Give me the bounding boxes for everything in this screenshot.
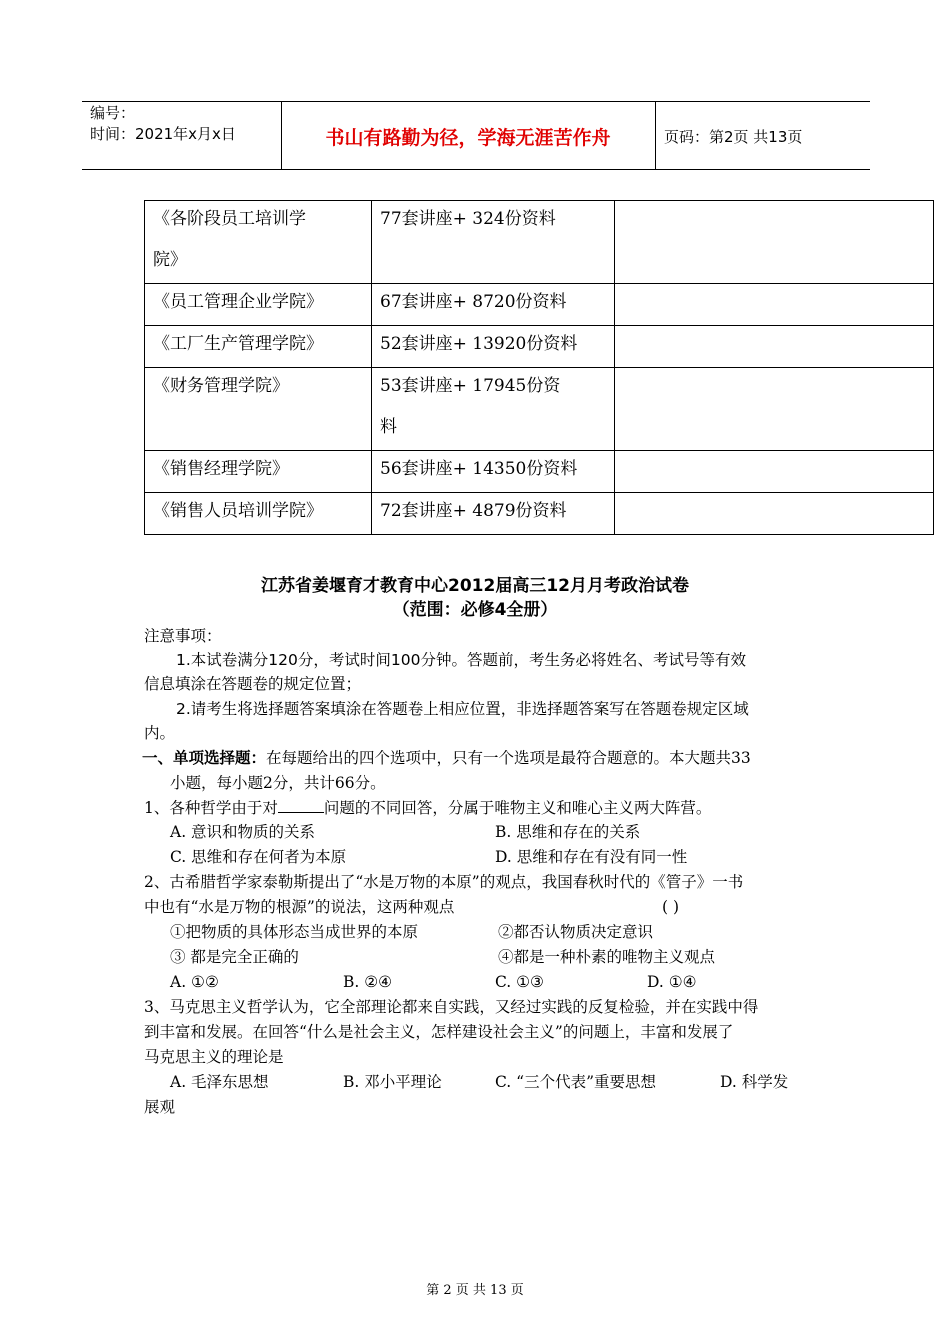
notice-heading: 注意事项： <box>144 627 222 645</box>
notice-2-line1: 2.请考生将选择题答案填涂在答题卷上相应位置，非选择题答案写在答题卷规定区域 <box>176 700 749 718</box>
header-motto: 书山有路勤为径，学海无涯苦作舟 <box>325 126 611 149</box>
cell-text: 56套讲座+ 14350份资料 <box>380 459 578 479</box>
q1-stem-after: 问题的不同回答，分属于唯物主义和唯心主义两大阵营。 <box>323 799 712 817</box>
section-line1 <box>142 746 751 770</box>
cell-text: 72套讲座+ 4879份资料 <box>380 501 567 521</box>
q3-option-b: B. 邓小平理论 <box>343 1073 442 1091</box>
q3-option-c: C. “三个代表”重要思想 <box>495 1073 657 1091</box>
header-date-label: 时间：2021年x月x日 <box>90 125 236 143</box>
q2-item-1: ①把物质的具体形态当成世界的本原 <box>170 923 419 941</box>
cell-text: 《员工管理企业学院》 <box>153 292 323 312</box>
table-row <box>145 326 934 368</box>
notice-1-line1: 1.本试卷满分120分，考试时间100分钟。答题前，考生务必将姓名、考试号等有效 <box>176 651 746 669</box>
q3-option-d: D. 科学发 <box>720 1073 789 1091</box>
table-row <box>145 368 934 451</box>
q1-option-a: A. 意识和物质的关系 <box>170 823 316 841</box>
table-cell-name <box>145 326 372 368</box>
table-cell-empty <box>615 201 934 284</box>
q2-item-3: ③ 都是完全正确的 <box>170 948 299 966</box>
header-page-label: 页码：第2页 共13页 <box>664 127 803 146</box>
table-cell-content <box>372 493 615 535</box>
q2-answer-paren: ( ) <box>662 898 680 916</box>
q3-stem-line1: 3、马克思主义哲学认为，它全部理论都来自实践，又经过实践的反复检验，并在实践中得 <box>144 998 759 1016</box>
table-cell-content <box>372 451 615 493</box>
table-cell-name <box>145 368 372 451</box>
table-cell-name <box>145 493 372 535</box>
table-row <box>145 284 934 326</box>
section-desc-line2: 小题，每小题2分，共计66分。 <box>170 774 386 792</box>
cell-text: 52套讲座+ 13920份资料 <box>380 334 578 354</box>
q1-stem-before: 1、各种哲学由于对 <box>144 799 278 817</box>
q2-option-a: A. ①② <box>170 973 219 991</box>
q1-option-c: C. 思维和存在何者为本原 <box>170 848 347 866</box>
cell-text: 《财务管理学院》 <box>153 376 289 396</box>
table-cell-name <box>145 284 372 326</box>
cell-text: 《销售经理学院》 <box>153 459 289 479</box>
q3-option-d-cont: 展观 <box>144 1098 176 1116</box>
table-cell-content <box>372 201 615 284</box>
cell-text: 《工厂生产管理学院》 <box>153 334 323 354</box>
cell-text: 《销售人员培训学院》 <box>153 501 323 521</box>
table-cell-empty <box>615 284 934 326</box>
page-footer: 第 2 页 共 13 页 <box>426 1283 524 1298</box>
header-divider-right <box>655 101 656 169</box>
section-desc: 在每题给出的四个选项中，只有一个选项是最符合题意的。本大题共33 <box>266 749 751 767</box>
table-cell-empty <box>615 451 934 493</box>
header-top-rule <box>82 101 870 102</box>
cell-text: 《各阶段员工培训学 <box>153 209 306 229</box>
question-1-stem <box>144 796 711 820</box>
notice-2-line2: 内。 <box>144 724 176 742</box>
table-row <box>145 451 934 493</box>
header-bottom-rule <box>82 169 870 170</box>
table-cell-empty <box>615 326 934 368</box>
q3-option-a: A. 毛泽东思想 <box>170 1073 269 1091</box>
notice-1-line2: 信息填涂在答题卷的规定位置； <box>144 675 362 693</box>
exam-subtitle: （范围：必修4全册） <box>392 600 558 620</box>
table-cell-name <box>145 201 372 284</box>
table-row <box>145 201 934 284</box>
cell-text: 67套讲座+ 8720份资料 <box>380 292 567 312</box>
q2-stem-line2: 中也有“水是万物的根源”的说法，这两种观点 <box>144 898 455 916</box>
header-divider-left <box>281 101 282 169</box>
header-number-label: 编号： <box>90 104 136 122</box>
cell-text: 院》 <box>153 250 187 270</box>
q1-option-b: B. 思维和存在的关系 <box>495 823 641 841</box>
q1-option-d: D. 思维和存在有没有同一性 <box>495 848 688 866</box>
table-row <box>145 493 934 535</box>
cell-text: 77套讲座+ 324份资料 <box>380 209 556 229</box>
q2-option-c: C. ①③ <box>495 973 544 991</box>
exam-title: 江苏省姜堰育才教育中心2012届高三12月月考政治试卷 <box>261 576 689 596</box>
resource-table <box>144 200 934 535</box>
table-cell-empty <box>615 368 934 451</box>
header-meta <box>90 103 236 145</box>
q2-item-2: ②都否认物质决定意识 <box>498 923 654 941</box>
cell-text: 料 <box>380 417 397 437</box>
q2-item-4: ④都是一种朴素的唯物主义观点 <box>498 948 716 966</box>
q3-stem-line2: 到丰富和发展。在回答“什么是社会主义，怎样建设社会主义”的问题上，丰富和发展了 <box>144 1023 734 1041</box>
section-heading: 一、单项选择题： <box>142 749 267 767</box>
q2-option-d: D. ①④ <box>647 973 697 991</box>
q2-stem-line1: 2、古希腊哲学家泰勒斯提出了“水是万物的本原”的观点，我国春秋时代的《管子》一书 <box>144 873 744 891</box>
table-cell-name <box>145 451 372 493</box>
q2-option-b: B. ②④ <box>343 973 393 991</box>
table-cell-content <box>372 368 615 451</box>
q3-stem-line3: 马克思主义的理论是 <box>144 1048 284 1066</box>
q1-answer-blank <box>278 796 324 813</box>
cell-text: 53套讲座+ 17945份资 <box>380 376 561 396</box>
table-cell-content <box>372 284 615 326</box>
table-cell-content <box>372 326 615 368</box>
table-cell-empty <box>615 493 934 535</box>
